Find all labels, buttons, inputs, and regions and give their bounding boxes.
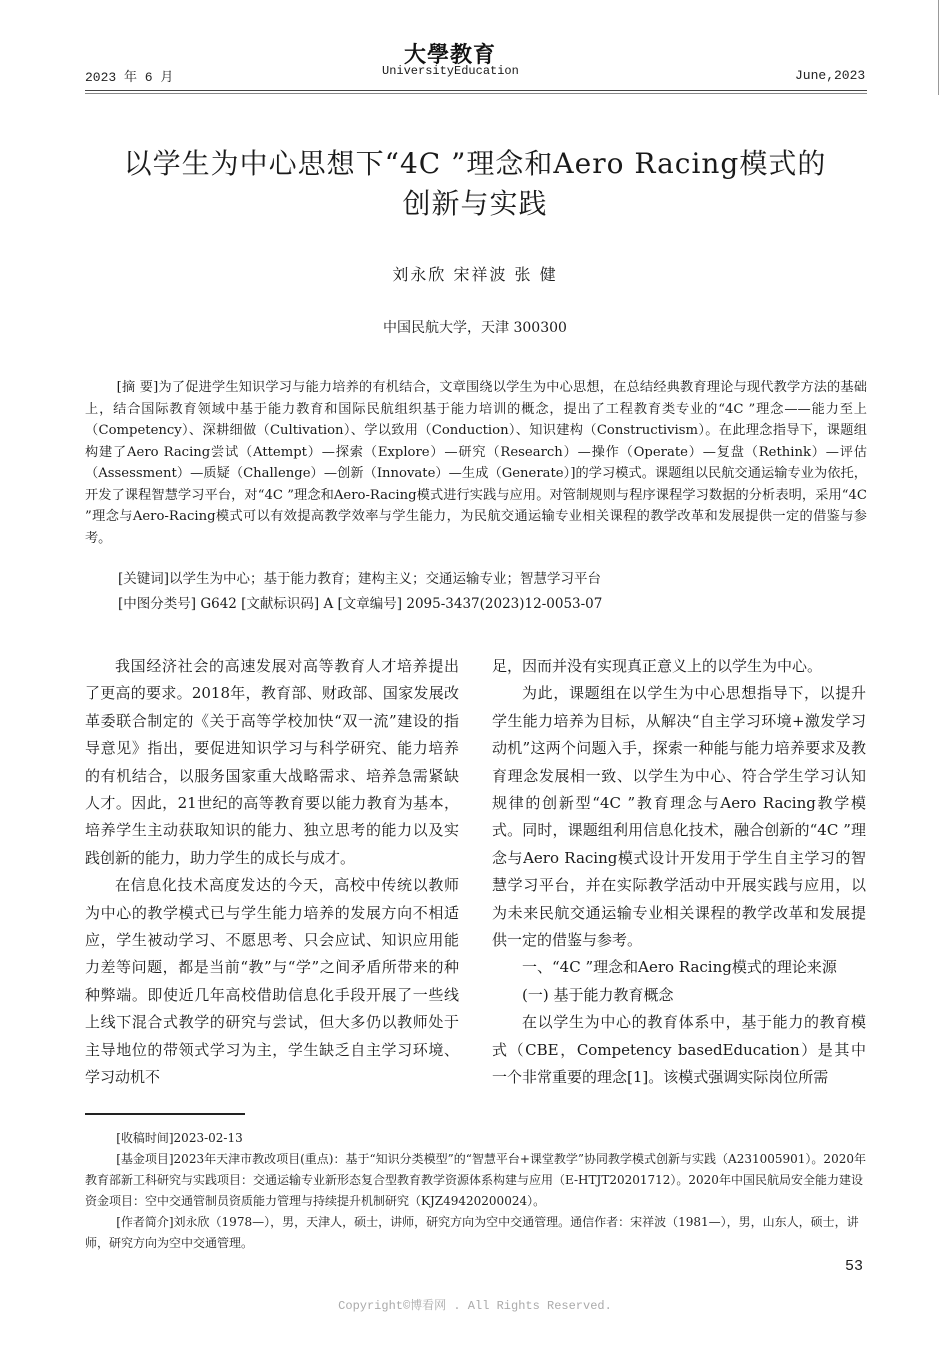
- header-date-cn: 2023 年 6 月: [85, 70, 174, 85]
- paragraph: 为此，课题组在以学生为中心思想指导下，以提升学生能力培养为目标，从解决“自主学习环境+激发学习动机”这两个问题入手，探索一种能与能力培养要求及教育理念发展相一致、以学生为中心、符合学生学习认知规律的创新型“4C ”教育理念与Aero Racing教学模式。同时，课题组利用信息化技术，融合创新的“4C ”理念与Aero Racing模式设计开发用于学生自主学习的智慧学习平台，并在实际教学活动中开展实践与应用，以为未来民航交通运输专业相关课程的教学改革和发展提供一定的借鉴与参考。: [492, 684, 866, 950]
- footnote-funding: [基金项目]2023年天津市教改项目(重点)：基于“知识分类模型”的“智慧平台+课堂教学”协同教学模式创新与实践（A231005901）。2020年教育部新工科研究与实践项目：交通运输专业新形态复合型教育教学资源体系构建与应用（E-HTJT20201712）。2020年中国民航局安全能力建设资金项目：空中交通管制员资质能力管理与持续提升机制研究（KJZ49420200024）。: [85, 1152, 866, 1208]
- article-title-line1: 以学生为中心思想下“4C ”理念和Aero Racing模式的: [123, 147, 827, 180]
- abstract-text: [摘 要]为了促进学生知识学习与能力培养的有机结合，文章围绕以学生为中心思想，在总结经典教育理论与现代教学方法的基础上，结合国际教育领域中基于能力教育和国际民航组织基于能力培训的概念，提出了工程教育类专业的“4C ”理念——能力至上（Competency）、深耕细做（Cultivation）、学以致用（Conduction）、知识建构（Constructivism）。在此理念指导下，课题组构建了Aero Racing尝试（Attempt）—探索（Explore）—研究（Research）—操作（Operate）—复盘（Rethink）—评估（Assessment）—质疑（Challenge）—创新（Innovate）—生成（Generate）]的学习模式。课题组以民航交通运输专业为依托，开发了课程智慧学习平台，对“4C ”理念和Aero-Racing模式进行实践与应用。对管制规则与程序课程学习数据的分析表明，采用“4C ”理念与Aero-Racing模式可以有效提高教学效率与学生能力，为民航交通运输专业相关课程的教学改革和发展提供一定的借鉴与参考。: [85, 380, 867, 546]
- article-title-line2: 创新与实践: [402, 187, 548, 220]
- body-column-left: [85, 653, 459, 1092]
- classification: [中图分类号] G642 [文献标识码] A [文章编号] 2095-3437(2023)12-0053-07: [118, 596, 603, 612]
- affiliation: 中国民航大学，天津 300300: [383, 320, 567, 336]
- paragraph: 在以学生为中心的教育体系中，基于能力的教育模式（CBE，Competency basedEducation）是其中一个非常重要的理念[1]。该模式强调实际岗位所需: [492, 1013, 866, 1087]
- footnote-received: [收稿时间]2023-02-13: [116, 1131, 243, 1145]
- body-column-right: [492, 653, 866, 1092]
- page-number: 53: [845, 1258, 864, 1275]
- authors: 刘永欣 宋祥波 张 健: [392, 265, 558, 284]
- header-date-en: June,2023: [795, 68, 866, 83]
- abstract: [85, 377, 867, 549]
- header-rule: [85, 90, 867, 91]
- header-rule-thin: [85, 93, 867, 94]
- footnotes: [85, 1128, 867, 1254]
- paragraph: 我国经济社会的高速发展对高等教育人才培养提出了更高的要求。2018年，教育部、财政部、国家发展改革委联合制定的《关于高等学校加快“双一流”建设的指导意见》指出，要促进知识学习与科学研究、能力培养的有机结合，以服务国家重大战略需求、培养急需紧缺人才。因此，21世纪的高等教育要以能力教育为基本，培养学生主动获取知识的能力、独立思考的能力以及实践创新的能力，助力学生的成长与成才。: [85, 657, 459, 867]
- edge-line: [938, 0, 939, 95]
- journal-name-en: UniversityEducation: [382, 64, 519, 78]
- journal-logo: 大學教育: [403, 42, 496, 68]
- section-heading: 一、“4C ”理念和Aero Racing模式的理论来源: [522, 958, 837, 977]
- paragraph: 足，因而并没有实现真正意义上的以学生为中心。: [492, 657, 823, 675]
- keywords: [关键词]以学生为中心；基于能力教育；建构主义；交通运输专业；智慧学习平台: [118, 571, 602, 587]
- footnote-author: [作者简介]刘永欣（1978—），男，天津人，硕士，讲师，研究方向为空中交通管理。通信作者：宋祥波（1981—），男，山东人，硕士，讲师，研究方向为空中交通管理。: [85, 1215, 859, 1250]
- subsection-heading: (一) 基于能力教育概念: [522, 985, 674, 1004]
- copyright-notice: Copyright©博看网 . All Rights Reserved.: [338, 1299, 612, 1313]
- paragraph: 在信息化技术高度发达的今天，高校中传统以教师为中心的教学模式已与学生能力培养的发展方向不相适应，学生被动学习、不愿思考、只会应试、知识应用能力差等问题，都是当前“教”与“学”之间矛盾所带来的种种弊端。即使近几年高校借助信息化手段开展了一些线上线下混合式教学的研究与尝试，但大多仍以教师处于主导地位的带领式学习为主，学生缺乏自主学习环境、学习动机不: [85, 876, 459, 1087]
- footnote-rule: [85, 1113, 245, 1115]
